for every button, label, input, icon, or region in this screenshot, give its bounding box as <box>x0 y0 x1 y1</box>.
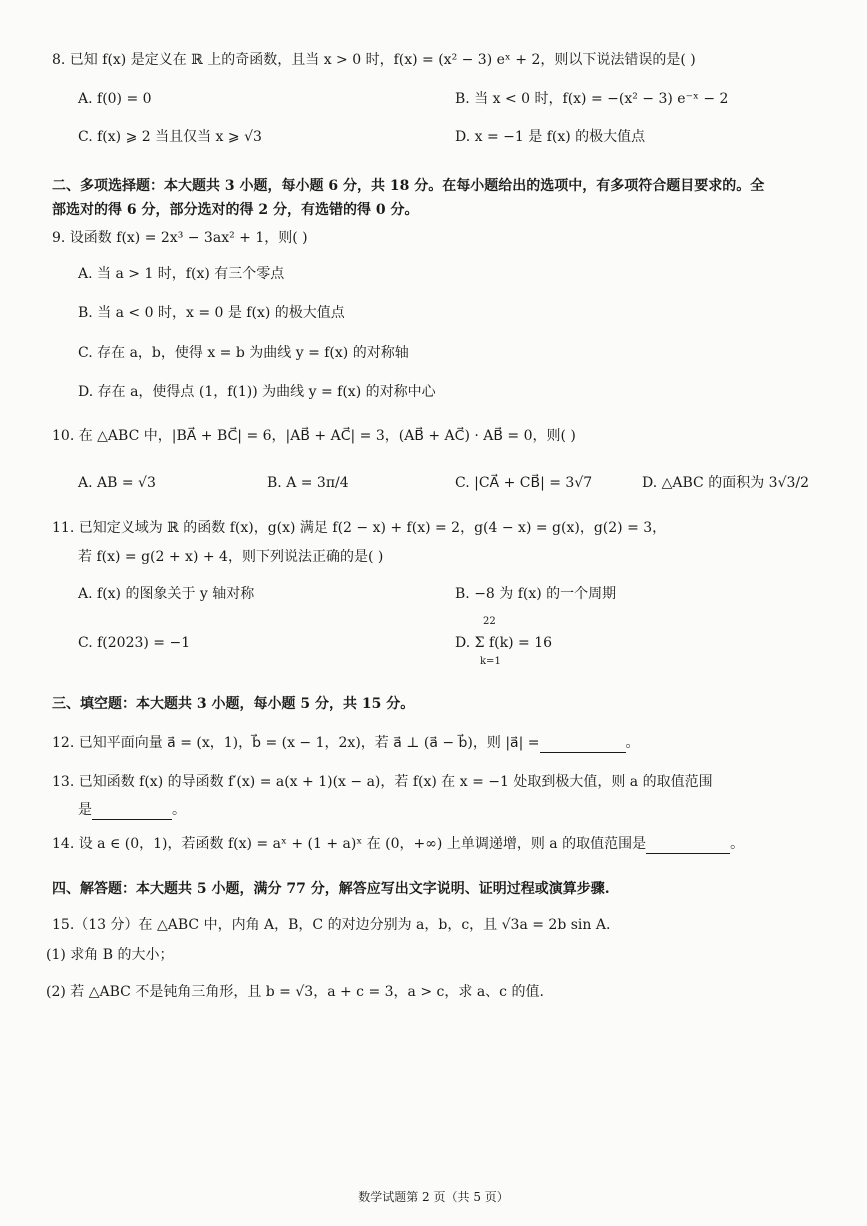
sum-upper-limit: 22 <box>483 616 496 627</box>
question-11-option-d <box>455 633 552 653</box>
question-10-option-b: B. A = 3π/4 <box>267 475 349 491</box>
question-11-option-d-text: D. Σ f(k) = 16 <box>455 635 553 651</box>
section-2-title-cont: 部选对的得 6 分，部分选对的得 2 分，有选错的得 0 分。 <box>52 202 419 218</box>
page-footer: 数学试题第 2 页（共 5 页） <box>358 1190 509 1204</box>
question-10-option-c: C. |CA⃗ + CB⃗| = 3√7 <box>455 475 593 491</box>
question-13-line1: 13. 已知函数 f(x) 的导函数 f′(x) = a(x + 1)(x − a)，若 f(x) 在 x = −1 处取到极大值，则 a 的取值范围 <box>52 774 713 790</box>
question-13-line2-text: 是 <box>78 802 92 818</box>
section-3-title: 三、填空题：本大题共 3 小题，每小题 5 分，共 15 分。 <box>52 696 415 712</box>
question-9-option-b: B. 当 a < 0 时，x = 0 是 f(x) 的极大值点 <box>78 305 345 321</box>
section-2-title: 二、多项选择题：本大题共 3 小题，每小题 6 分，共 18 分。在每小题给出的选项中，有多项符合题目要求的。全 <box>52 178 765 194</box>
question-13-line2 <box>78 800 186 820</box>
question-15-part-1: (1) 求角 B 的大小； <box>46 947 174 963</box>
question-10-option-d: D. △ABC 的面积为 3√3/2 <box>642 475 810 491</box>
question-12-end: 。 <box>625 735 640 751</box>
question-15-part-2: (2) 若 △ABC 不是钝角三角形，且 b = √3，a + c = 3，a > c，求 a、c 的值. <box>46 984 544 1000</box>
question-8-option-b: B. 当 x < 0 时，f(x) = −(x² − 3) e⁻ˣ − 2 <box>455 91 729 107</box>
question-10-option-a: A. AB = √3 <box>78 475 156 491</box>
question-10-stem: 10. 在 △ABC 中，|BA⃗ + BC⃗| = 6，|AB⃗ + AC⃗| = 3，(AB⃗ + AC⃗) · AB⃗ = 0，则( ) <box>52 428 576 444</box>
question-9-option-a: A. 当 a > 1 时，f(x) 有三个零点 <box>78 266 285 282</box>
question-11-option-b: B. −8 为 f(x) 的一个周期 <box>455 586 617 602</box>
question-12 <box>52 733 640 753</box>
question-9-stem: 9. 设函数 f(x) = 2x³ − 3ax² + 1，则( ) <box>52 230 308 246</box>
question-13-end: 。 <box>172 802 186 818</box>
section-4-title: 四、解答题：本大题共 5 小题，满分 77 分，解答应写出文字说明、证明过程或演算步骤. <box>52 881 610 897</box>
question-14 <box>52 834 744 854</box>
question-9-option-d: D. 存在 a，使得点 (1，f(1)) 为曲线 y = f(x) 的对称中心 <box>78 384 436 400</box>
question-12-answer-blank[interactable] <box>540 736 626 753</box>
question-11-stem-cont: 若 f(x) = g(2 + x) + 4，则下列说法正确的是( ) <box>78 549 384 565</box>
question-8-stem: 8. 已知 f(x) 是定义在 ℝ 上的奇函数，且当 x > 0 时，f(x) = (x² − 3) eˣ + 2，则以下说法错误的是( ) <box>52 52 696 68</box>
question-8-option-c: C. f(x) ⩾ 2 当且仅当 x ⩾ √3 <box>78 129 262 145</box>
question-14-text: 14. 设 a ∈ (0，1)，若函数 f(x) = aˣ + (1 + a)ˣ 在 (0，+∞) 上单调递增，则 a 的取值范围是 <box>52 836 647 852</box>
sum-lower-limit: k=1 <box>480 656 501 667</box>
question-12-text: 12. 已知平面向量 a⃗ = (x，1)，b⃗ = (x − 1，2x)，若 a⃗ ⊥ (a⃗ − b⃗)，则 |a⃗| = <box>52 735 540 751</box>
question-11-option-c: C. f(2023) = −1 <box>78 635 191 651</box>
question-13-answer-blank[interactable] <box>92 803 172 820</box>
question-9-option-c: C. 存在 a，b，使得 x = b 为曲线 y = f(x) 的对称轴 <box>78 345 409 361</box>
question-8-option-d: D. x = −1 是 f(x) 的极大值点 <box>455 129 646 145</box>
question-11-stem: 11. 已知定义域为 ℝ 的函数 f(x)，g(x) 满足 f(2 − x) + f(x) = 2，g(4 − x) = g(x)，g(2) = 3， <box>52 520 667 536</box>
question-11-option-a: A. f(x) 的图象关于 y 轴对称 <box>78 586 255 602</box>
question-14-answer-blank[interactable] <box>646 837 730 854</box>
question-15-stem: 15.（13 分）在 △ABC 中，内角 A，B，C 的对边分别为 a，b，c，且 √3a = 2b sin A. <box>52 917 611 933</box>
question-14-end: 。 <box>730 836 745 852</box>
question-8-option-a: A. f(0) = 0 <box>78 91 152 107</box>
